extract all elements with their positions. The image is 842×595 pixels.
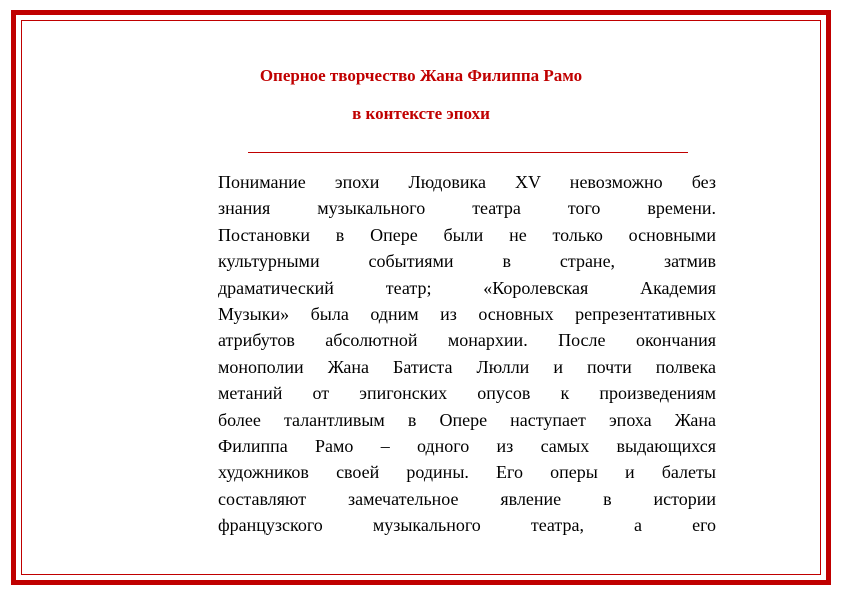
- body-line: Музыки» была одним из основных репрезентативных: [218, 304, 716, 325]
- document-title-line-1: Оперное творчество Жана Филиппа Рамо: [259, 66, 583, 85]
- body-line: составляют замечательное явление в истории: [218, 488, 716, 509]
- body-line: Понимание эпохи Людовика XV невозможно без: [218, 172, 716, 192]
- body-line: монополии Жана Батиста Люлли и почти полвека: [218, 356, 716, 377]
- body-line: художников своей родины. Его оперы и балеты: [218, 462, 716, 483]
- body-line: Филиппа Рамо – одного из самых выдающихся: [218, 436, 716, 457]
- body-line: более талантливым в Опере наступает эпоха Жана: [218, 409, 716, 430]
- title-underline-rule: [248, 152, 688, 153]
- body-line: Постановки в Опере были не только основными: [218, 224, 716, 245]
- body-line: культурными событиями в стране, затмив: [218, 251, 716, 272]
- body-line: знания музыкального театра того времени.: [218, 198, 716, 219]
- body-line: французского музыкального театра, а его: [218, 515, 716, 536]
- body-line: метаний от эпигонских опусов к произведениям: [218, 383, 716, 404]
- document-body-paragraph: [218, 169, 716, 539]
- body-line: атрибутов абсолютной монархии. После окончания: [218, 330, 716, 351]
- document-title-line-2: в контексте эпохи: [352, 104, 490, 123]
- body-line: драматический театр; «Королевская Академия: [218, 277, 716, 298]
